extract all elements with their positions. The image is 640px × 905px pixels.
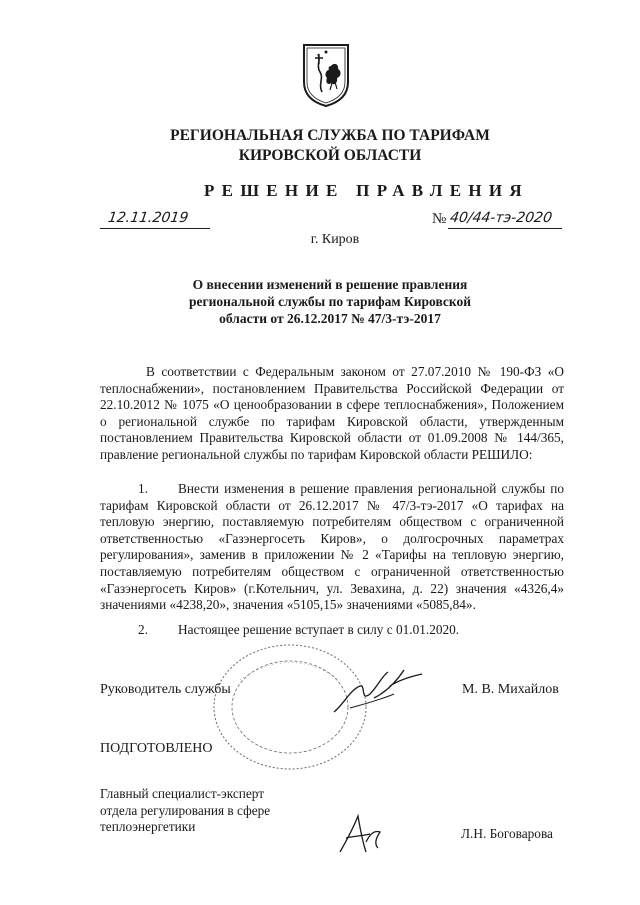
prepared-position-line1: Главный специалист-эксперт: [100, 786, 265, 801]
date-underline: [100, 228, 210, 229]
signatory-name: М. В. Михайлов: [462, 682, 559, 697]
preamble-paragraph: В соответствии с Федеральным законом от 27.07.2010 № 190-ФЗ «О теплоснабжении», постановлением Правительства Российской Федерации от 22.10.2012 № 1075 «О ценообразовании в сфере теплоснабжения», Положением о региональной службе по тарифам Кировской области, утвержденным постановлением Правительства Кировской области от 01.09.2008 № 144/365, правление региональной службы по тарифам Кировской области РЕШИЛО:: [100, 364, 564, 462]
document-title: РЕШЕНИЕ ПРАВЛЕНИЯ: [204, 181, 529, 200]
clause-1: [100, 481, 564, 614]
document-number: 40/44-тэ-2020: [448, 210, 554, 226]
city: г. Киров: [310, 232, 360, 247]
coat-of-arms-icon: [301, 42, 351, 108]
prepared-position-line2: отдела регулирования в сфере: [100, 802, 271, 818]
clause-2: [100, 622, 564, 639]
prepared-by-position: [100, 786, 270, 836]
number-sign: №: [432, 211, 447, 227]
prepared-by-name: Л.Н. Боговарова: [461, 826, 553, 841]
organization-name-line2: КИРОВСКОЙ ОБЛАСТИ: [238, 147, 422, 164]
subject-line3: области от 26.12.2017 № 47/3-тэ-2017: [219, 311, 441, 326]
document-date: 12.11.2019: [106, 210, 190, 226]
signatory-role: Руководитель службы: [100, 682, 231, 697]
clause-2-text: Настоящее решение вступает в силу с 01.01.2020.: [178, 622, 460, 637]
prepared-label: ПОДГОТОВЛЕНО: [100, 741, 213, 756]
subject-line1: О внесении изменений в решение правления: [192, 277, 468, 292]
clause-2-number: 2.: [138, 622, 148, 637]
subject-line2: региональной службы по тарифам Кировской: [188, 294, 472, 309]
handwritten-signature: [330, 664, 425, 719]
prepared-position-line3: теплоэнергетики: [100, 819, 196, 835]
organization-name-line1: РЕГИОНАЛЬНАЯ СЛУЖБА ПО ТАРИФАМ: [170, 127, 490, 144]
handwritten-signature-specialist: [336, 812, 384, 856]
clause-1-text: Внести изменения в решение правления региональной службы по тарифам Кировской области от 26.12.2017 № 47/3-тэ-2017 «О тарифах на тепловую энергию, поставляемую потребителям обществом с ограниченной ответственностью «Газэнергосеть Киров», о долгосрочных параметрах регулирования», заменив в приложении № 2 «Тарифы на тепловую энергию, поставляемую потребителям обществом с ограниченной ответственностью «Газэнергосеть Киров» (г.Котельнич, ул. Зевахина, д. 22) значения «4326,4» значениями «4238,20», значения «5105,15» значениями «5085,84».: [100, 481, 564, 613]
number-underline: [448, 228, 562, 229]
clause-1-number: 1.: [138, 481, 148, 496]
document-subject: [160, 276, 500, 327]
